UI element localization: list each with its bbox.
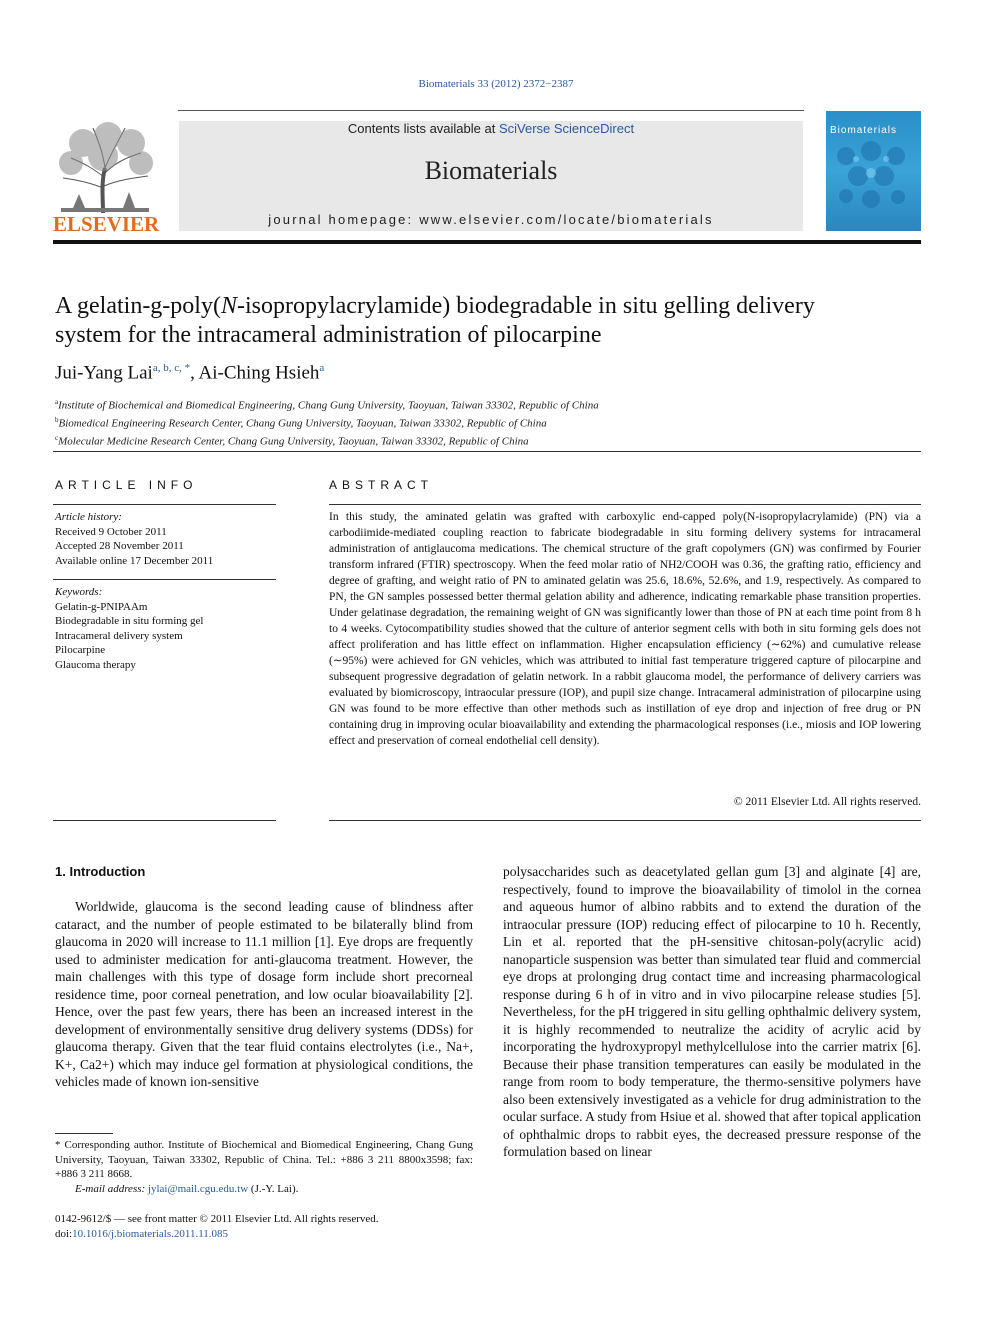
journal-homepage: [179, 212, 803, 227]
homepage-prefix: journal homepage:: [268, 212, 420, 227]
affiliation-mark: b: [55, 416, 59, 425]
affiliation-text: Institute of Biochemical and Biomedical Engineering, Chang Gung University, Taoyuan, Taiwan 33302, Republic of China: [58, 399, 599, 412]
affiliation-item: [55, 395, 599, 413]
title-part-2: -isopropylacrylamide) biodegradable in situ gelling delivery: [236, 293, 815, 319]
contents-prefix: Contents lists available at: [347, 121, 499, 136]
cover-title: Biomaterials: [830, 125, 898, 136]
body-left-column: Worldwide, glaucoma is the second leading cause of blindness after cataract, and the number of people estimated to be bilaterally blind from glaucoma in 2020 will increase to 11.1 million [1]. Eye drops are frequently used to administer medication for anti-glaucoma treatment. However, the main challenges with this type of dosage form include short precorneal residence time, poor corneal penetration, and low ocular bioavailability [2]. Hence, over the past few years, there has been an increased interest in the development of environmentally sensitive drug delivery systems (DDSs) for glaucoma therapy. Given that the tear fluid contains electrolytes (i.e., Na+, K+, Ca2+) which may induce gel formation at physiological conditions, the vehicles made of known ion-sensitive: [55, 899, 473, 1089]
keyword-item: Gelatin-g-PNIPAAm: [55, 600, 148, 613]
email-suffix: (J.-Y. Lai).: [248, 1182, 299, 1195]
abstract-copyright: © 2011 Elsevier Ltd. All rights reserved.: [733, 796, 921, 808]
footnote-rule: [55, 1133, 113, 1134]
homepage-url[interactable]: www.elsevier.com/locate/biomaterials: [419, 212, 714, 227]
affiliation-item: [55, 431, 599, 449]
section-rule: [53, 451, 921, 452]
doi-prefix: doi:: [55, 1227, 73, 1240]
abstract-rule: [329, 504, 921, 505]
journal-name: Biomaterials: [424, 156, 558, 185]
accepted-date: Accepted 28 November 2011: [55, 540, 184, 552]
keyword-item: Biodegradable in situ forming gel: [55, 615, 204, 627]
keyword-item: Glaucoma therapy: [55, 658, 136, 671]
article-info-bottom-rule: [53, 820, 276, 821]
article-info-rule: [53, 579, 276, 580]
author-name: Jui-Yang Lai: [55, 362, 153, 384]
author-affil-marks[interactable]: a: [319, 362, 325, 374]
journal-citation[interactable]: Biomaterials 33 (2012) 2372−2387: [418, 78, 574, 90]
journal-cover-image: [826, 111, 921, 231]
header-rule: [178, 110, 804, 111]
keywords-label: Keywords:: [55, 586, 103, 598]
bottom-matter: [55, 1212, 379, 1241]
author-affil-marks[interactable]: a, b, c, *: [152, 362, 191, 374]
article-title: [55, 292, 925, 350]
sciencedirect-link[interactable]: SciVerse ScienceDirect: [498, 121, 635, 136]
author-separator: ,: [190, 362, 199, 384]
author-name: Ai-Ching Hsieh: [198, 362, 320, 384]
article-info-heading: ARTICLE INFO: [55, 478, 198, 492]
abstract-heading: ABSTRACT: [329, 478, 434, 492]
email-label: E-mail address:: [75, 1182, 148, 1195]
abstract-bottom-rule: [329, 820, 921, 821]
online-date: Available online 17 December 2011: [55, 554, 214, 567]
elsevier-wordmark: ELSEVIER: [53, 212, 160, 236]
affiliation-item: [55, 413, 599, 431]
affiliation-mark: a: [55, 398, 59, 406]
affiliation-text: Biomedical Engineering Research Center, Chang Gung University, Taoyuan, Taiwan 33302, Republic of China: [58, 417, 547, 430]
author-list: [55, 362, 324, 384]
article-history: [55, 510, 213, 568]
header-thick-rule: [53, 240, 921, 244]
abstract-text: In this study, the aminated gelatin was grafted with carboxylic end-capped poly(N-isopropylacrylamide) (PN) via a carbodiimide-mediated coupling reaction to fabricate biodegradable in situ forming delivery systems for intracameral administration of antiglaucoma medications. The chemical structure of the graft copolymers (GN) was confirmed by Fourier transform infrared (FTIR) spectroscopy. When the feed molar ratio of NH2/COOH was 0.36, the grafting ratio, efficiency and degree of grafting, and weight ratio of PN to aminated gelatin was 25.6, 18.6%, 52.6%, and 1.9, respectively. As compared to PN, the GN samples possessed better thermal gelation ability and adherence, indicating remarkable phase transition properties. Under gelatinase degradation, the remaining weight of GN was significantly lower than those of PN at each time point from 8 h to 4 weeks. Cytocompatibility studies showed that the culture of anterior segment cells with both in situ forming gels does not affect proliferation and has little effect on inflammation. Higher encapsulation efficiency (∼62%) and cumulative release (∼95%) were achieved for GN vehicles, which was attributed to initial fast temperature triggered capture of pilocarpine and subsequent progressive degradation of gelatin network. In a rabbit glaucoma model, the performance of delivery carriers was evaluated by biomicroscopy, intraocular pressure (IOP), and pupil size change. Intracameral administration of pilocarpine using GN was found to be more effective than other methods such as instillation of eye drop and injection of free drug or PN containing drug in improving ocular bioavailability and extending the pharmacological responses (i.e., miosis and IOP lowering effect and preservation of corneal endothelial cell density).: [329, 511, 921, 747]
keyword-item: Intracameral delivery system: [55, 629, 183, 642]
contents-line: [179, 121, 803, 136]
affiliations: [55, 395, 599, 449]
title-part-1: A gelatin-g-poly(: [55, 293, 221, 319]
body-right-column: polysaccharides such as deacetylated gellan gum [3] and alginate [4] are, respectively, found to improve the bioavailability of timolol in the cornea and aqueous humor of albino rabbits and to extend the duration of the intraocular pressure (IOP) reducing effect of pilocarpine to 10 h. Recently, Lin et al. reported that the pH-sensitive chitosan-poly(acrylic acid) nanoparticle suspension was better than simulated tear fluid and commercial eye drops at prolonging drug contact time and increasing pharmacological response during 6 h of in vitro and in vivo pilocarpine release studies [5]. Nevertheless, for the pH triggered in situ gelling ophthalmic delivery system, it is highly recommended to neutralize the acidity of acrylic acid by incorporating the hydroxypropyl methylcellulose into the carrier matrix [6]. Because their phase transition temperatures can easily be modulated in the range from room to body temperature, the thermo-sensitive polymers have also been extensively investigated as a vehicle for drug administration to the ocular surface. A study from Hsiue et al. showed that after topical application of ophthalmic drops to rabbit eyes, the decreased pressure response of the formulation based on linear: [503, 864, 921, 1159]
email-link[interactable]: jylai@mail.cgu.edu.tw: [147, 1182, 249, 1195]
title-part-italic: N: [220, 293, 237, 319]
keyword-item: Pilocarpine: [55, 644, 106, 656]
doi-link[interactable]: 10.1016/j.biomaterials.2011.11.085: [72, 1227, 229, 1240]
history-label: Article history:: [55, 511, 122, 523]
article-info-rule: [53, 504, 276, 505]
introduction-heading: 1. Introduction: [55, 864, 146, 879]
issn-line: 0142-9612/$ — see front matter © 2011 Elsevier Ltd. All rights reserved.: [55, 1213, 379, 1225]
footnote-email-line: [55, 1182, 473, 1197]
received-date: Received 9 October 2011: [55, 525, 167, 538]
keywords: [55, 585, 203, 672]
doi-line: [55, 1227, 379, 1242]
affiliation-mark: c: [55, 434, 59, 443]
affiliation-text: Molecular Medicine Research Center, Chang Gung University, Taoyuan, Taiwan 33302, Republic of China: [58, 435, 529, 448]
title-line-2: system for the intracameral administration of pilocarpine: [55, 322, 602, 348]
footnote-corresponding: * Corresponding author. Institute of Biochemical and Biomedical Engineering, Chang Gung University, Taoyuan, Taiwan 33302, Republic of China. Tel.: +886 3 211 8800x3598; fax: +886 3 211 8668.: [55, 1139, 473, 1180]
corresponding-footnote: [55, 1138, 473, 1196]
